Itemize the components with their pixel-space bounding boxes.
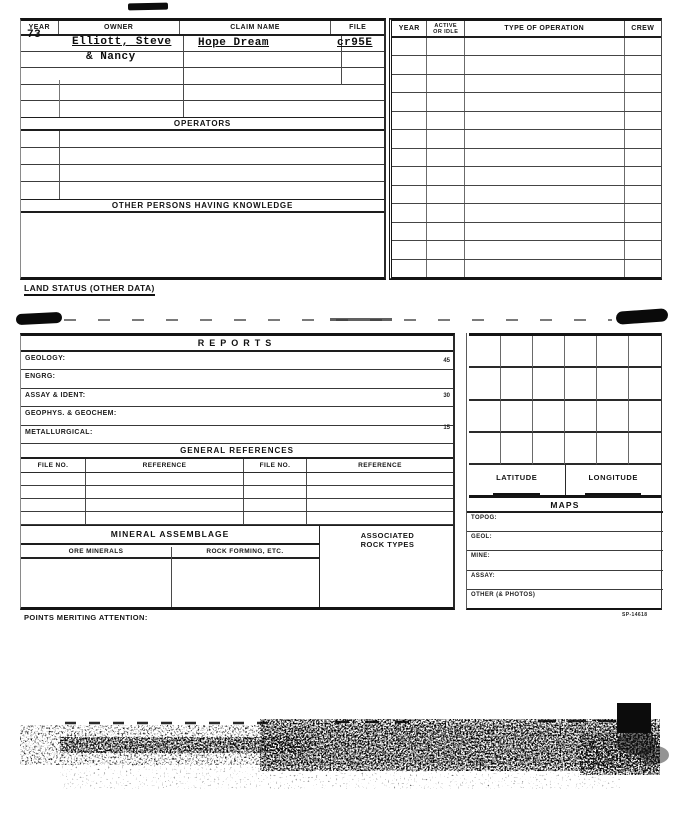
rock-types-label: ROCK TYPES <box>360 539 415 549</box>
noise-graphic <box>0 695 678 810</box>
operators-rows <box>21 131 384 199</box>
grid-cell <box>533 433 565 465</box>
photocopy-smudge-top <box>128 3 168 11</box>
operation-row <box>392 112 661 130</box>
latitude-tick-30: 30 <box>443 393 450 399</box>
operation-row <box>392 149 661 167</box>
grid-cell <box>533 336 565 368</box>
operator-row <box>21 131 384 148</box>
grid-cell <box>629 433 661 465</box>
claim-owner-table <box>20 18 386 280</box>
maps-section-title: MAPS <box>467 498 663 513</box>
column-divider <box>171 547 172 607</box>
operation-row <box>392 130 661 148</box>
maps-row-other-photos: OTHER (& PHOTOS) <box>471 591 536 598</box>
grid-cell <box>565 336 597 368</box>
longitude-label: LONGITUDE <box>585 473 641 495</box>
form-number: SP-14618 <box>622 612 648 618</box>
reference-column-header: REFERENCE <box>358 461 402 469</box>
operation-row <box>392 241 661 259</box>
operation-row <box>392 186 661 204</box>
associated-label: ASSOCIATED <box>360 530 415 540</box>
reference-column-header: REFERENCE <box>86 459 244 472</box>
grid-cell <box>597 368 629 400</box>
mineral-assemblage-title: MINERAL ASSEMBLAGE <box>21 526 319 545</box>
grid-cell <box>501 368 533 400</box>
grid-cell <box>501 401 533 433</box>
column-divider <box>59 131 60 199</box>
photocopy-crease-mark <box>330 318 392 321</box>
operation-row <box>392 167 661 185</box>
maps-row-assay: ASSAY: <box>467 571 663 590</box>
operators-section-title: OPERATORS <box>21 117 384 131</box>
claim-name-column-header: CLAIM NAME <box>180 21 332 34</box>
maps-row-mine: MINE: <box>467 551 663 570</box>
grid-cell <box>629 401 661 433</box>
column-divider <box>59 80 60 117</box>
operation-history-table <box>389 18 662 280</box>
photocopy-crease-blob-right <box>616 308 669 325</box>
claim-row <box>21 68 384 84</box>
reference-row <box>21 486 453 499</box>
grid-cell <box>469 433 501 465</box>
year-column-header: YEAR <box>392 21 427 36</box>
grid-cell <box>469 336 501 368</box>
report-row-metallurgical: METALLURGICAL: <box>21 426 453 444</box>
active-idle-column-header <box>427 21 464 36</box>
entry-file-number: cr95E <box>337 37 373 49</box>
grid-cell <box>629 336 661 368</box>
operator-row <box>21 182 384 199</box>
file-no-column-header: FILE NO. <box>21 459 86 472</box>
rock-forming-column-header: ROCK FORMING, ETC. <box>206 548 284 556</box>
report-row-assay-ident: ASSAY & IDENT: <box>21 389 453 407</box>
operation-row <box>392 93 661 111</box>
file-no-column-header: FILE NO. <box>244 459 307 472</box>
entry-owner-line1: Elliott, Steve <box>72 36 172 48</box>
operator-row <box>21 165 384 182</box>
photocopy-noise-band <box>0 695 678 810</box>
general-references-header <box>21 459 453 473</box>
entry-owner-line2: & Nancy <box>86 51 136 63</box>
mineral-assemblage-section <box>21 525 453 607</box>
land-status-label: LAND STATUS (OTHER DATA) <box>24 283 155 296</box>
grid-cell <box>469 368 501 400</box>
claim-table-header <box>21 21 384 36</box>
entry-year-value: 73 <box>27 29 42 41</box>
photocopy-crease-blob-left <box>16 312 63 325</box>
crew-column-header: CREW <box>631 25 655 32</box>
report-row-geology: GEOLOGY: <box>21 352 453 370</box>
claim-row <box>21 52 384 68</box>
operation-row <box>392 75 661 93</box>
operation-row <box>392 260 661 277</box>
grid-cell <box>565 368 597 400</box>
grid-cell <box>565 401 597 433</box>
grid-cell <box>469 401 501 433</box>
grid-cell <box>597 401 629 433</box>
year-column-header: YEAR <box>21 21 59 34</box>
maps-row-topog: TOPOG: <box>467 513 663 532</box>
operation-row <box>392 38 661 56</box>
file-column-header: FILE <box>349 24 367 31</box>
coordinates-maps-panel <box>466 333 662 610</box>
entry-claim-name: Hope Dream <box>198 37 270 49</box>
type-of-operation-column-header: TYPE OF OPERATION <box>465 21 625 36</box>
points-meriting-attention-label: POINTS MERITING ATTENTION: <box>24 613 148 622</box>
operation-row <box>392 223 661 241</box>
maps-row-geol: GEOL: <box>467 532 663 551</box>
associated-rock-types-header <box>319 531 456 549</box>
latitude-label: LATITUDE <box>493 473 540 495</box>
other-persons-section-title: OTHER PERSONS HAVING KNOWLEDGE <box>21 199 384 213</box>
grid-cell <box>597 336 629 368</box>
other-persons-blank-area <box>21 213 384 277</box>
operator-row <box>21 148 384 165</box>
grid-cell <box>565 433 597 465</box>
grid-cell <box>597 433 629 465</box>
report-row-engrg: ENGRG: <box>21 370 453 388</box>
general-references-title: GENERAL REFERENCES <box>21 444 453 459</box>
active-label: ACTIVE <box>434 22 457 29</box>
operation-row <box>392 204 661 222</box>
grid-cell <box>533 368 565 400</box>
operation-row <box>392 56 661 74</box>
reference-row <box>21 473 453 486</box>
grid-cell <box>501 433 533 465</box>
or-idle-label: OR IDLE <box>433 28 459 35</box>
grid-cell <box>501 336 533 368</box>
lat-long-label-row <box>469 465 661 498</box>
reports-section-title: REPORTS <box>21 336 453 352</box>
owner-column-header: OWNER <box>59 21 180 34</box>
latitude-tick-45: 45 <box>443 358 450 364</box>
report-row-geophys-geochem: GEOPHYS. & GEOCHEM: <box>21 407 453 425</box>
reference-row <box>21 512 453 525</box>
column-divider <box>183 36 184 117</box>
grid-cell <box>629 368 661 400</box>
latitude-tick-15: 15 <box>443 425 450 431</box>
grid-cell <box>533 401 565 433</box>
reference-row <box>21 499 453 512</box>
claim-row <box>21 101 384 117</box>
ore-minerals-column-header: ORE MINERALS <box>68 548 124 556</box>
reports-panel <box>20 333 455 610</box>
lat-long-plot-grid <box>469 333 661 465</box>
claim-row <box>21 85 384 101</box>
operation-table-header <box>392 21 661 38</box>
operation-table-rows <box>392 38 661 277</box>
mineral-assemblage-subheader <box>21 547 319 559</box>
maps-rows <box>467 513 663 608</box>
